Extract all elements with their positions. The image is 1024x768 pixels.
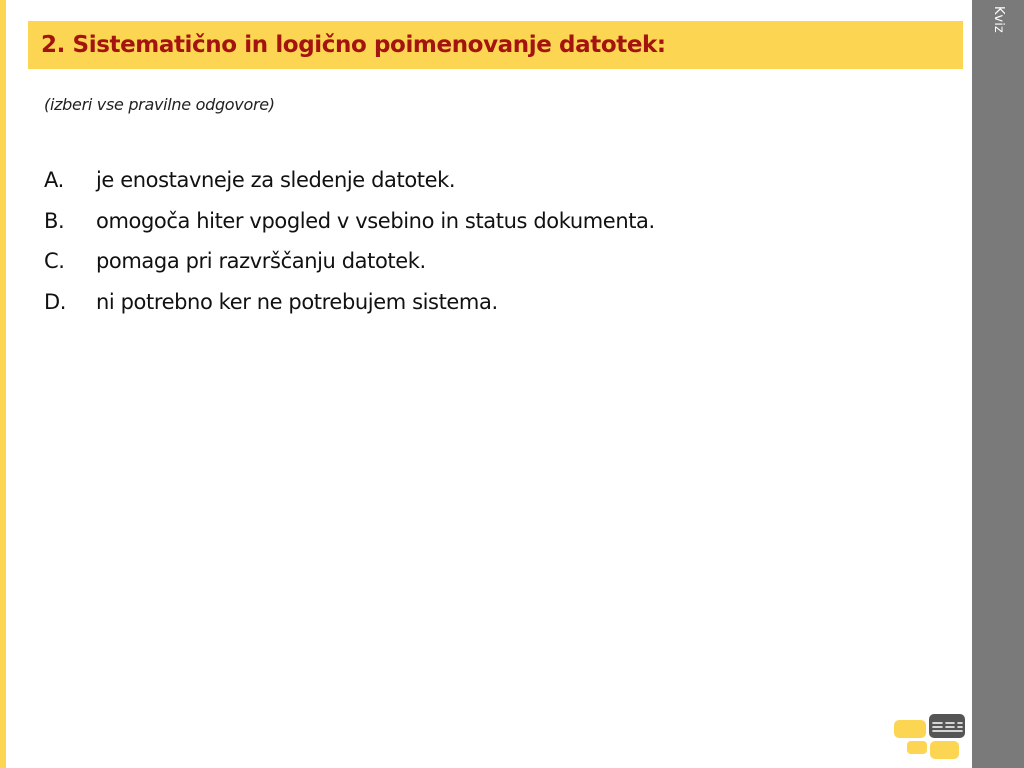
answer-text: pomaga pri razvrščanju datotek. — [96, 249, 426, 274]
answer-option-b[interactable] — [44, 201, 655, 242]
title-bar — [28, 21, 963, 69]
answer-letter: D. — [44, 289, 67, 314]
question-title: 2. Sistematično in logično poimenovanje datotek: — [41, 32, 666, 58]
answer-text: ni potrebno ker ne potrebujem sistema. — [96, 289, 498, 314]
answer-letter: C. — [44, 249, 65, 274]
answer-option-c[interactable] — [44, 241, 655, 282]
answer-option-a[interactable] — [44, 160, 655, 201]
answer-list — [44, 160, 655, 322]
right-side-panel — [972, 0, 1024, 768]
left-accent-stripe — [0, 0, 6, 768]
side-panel-label: Kviz — [991, 6, 1006, 33]
adp-logo-icon — [894, 714, 966, 762]
answer-option-d[interactable] — [44, 282, 655, 323]
instruction-text: (izberi vse pravilne odgovore) — [44, 95, 275, 114]
answer-letter: B. — [44, 208, 65, 233]
answer-text: omogoča hiter vpogled v vsebino in status dokumenta. — [96, 208, 655, 233]
answer-letter: A. — [44, 168, 64, 193]
answer-text: je enostavneje za sledenje datotek. — [96, 168, 456, 193]
